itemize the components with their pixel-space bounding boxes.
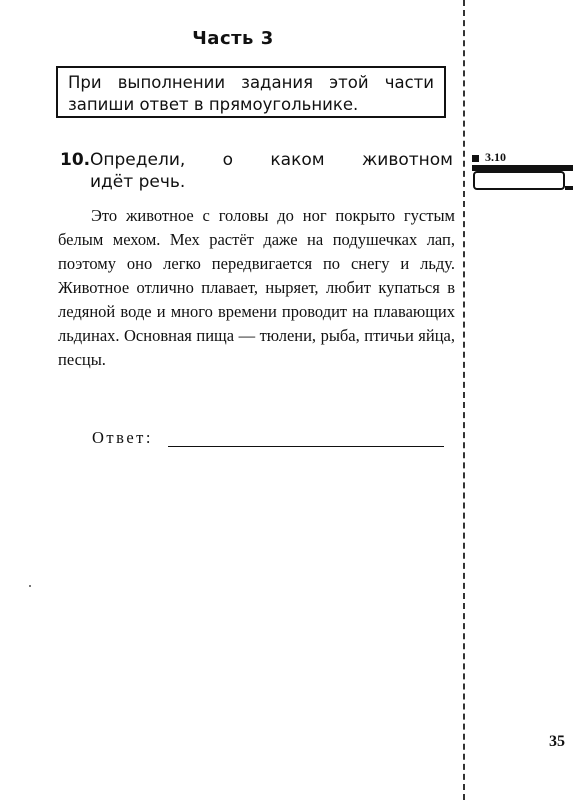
task-prompt: Определи, о каком животном bbox=[90, 150, 453, 170]
answer-line[interactable] bbox=[168, 446, 444, 447]
square-bullet-icon bbox=[472, 155, 479, 162]
task-prompt-continued: идёт речь. bbox=[90, 172, 186, 192]
answer-box[interactable] bbox=[473, 171, 565, 190]
instruction-box bbox=[56, 66, 446, 118]
task-code: 3.10 bbox=[485, 150, 506, 164]
instruction-text: При выполнении задания этой части запиши ответ в прямоугольнике. bbox=[68, 73, 434, 114]
part-title: Часть 3 bbox=[192, 28, 274, 49]
passage bbox=[58, 204, 455, 372]
task-number: 10. bbox=[60, 150, 91, 170]
cut-line bbox=[463, 0, 465, 800]
scan-speck bbox=[29, 585, 31, 587]
page-number: 35 bbox=[549, 733, 565, 750]
answer-label: Ответ: bbox=[92, 428, 153, 447]
code-bar-end bbox=[565, 186, 573, 190]
passage-text: Это животное с головы до ног покрыто густым белым мехом. Мех растёт даже на подушечках лап, поэтому оно легко передвигается по снегу и льду. Животное отлично плавает, ныряет, любит купаться в ледяной воде и много времени проводит на плавающих льдинах. Основная пища — тюлени, рыба, птичьи яйца, песцы. bbox=[58, 206, 455, 369]
